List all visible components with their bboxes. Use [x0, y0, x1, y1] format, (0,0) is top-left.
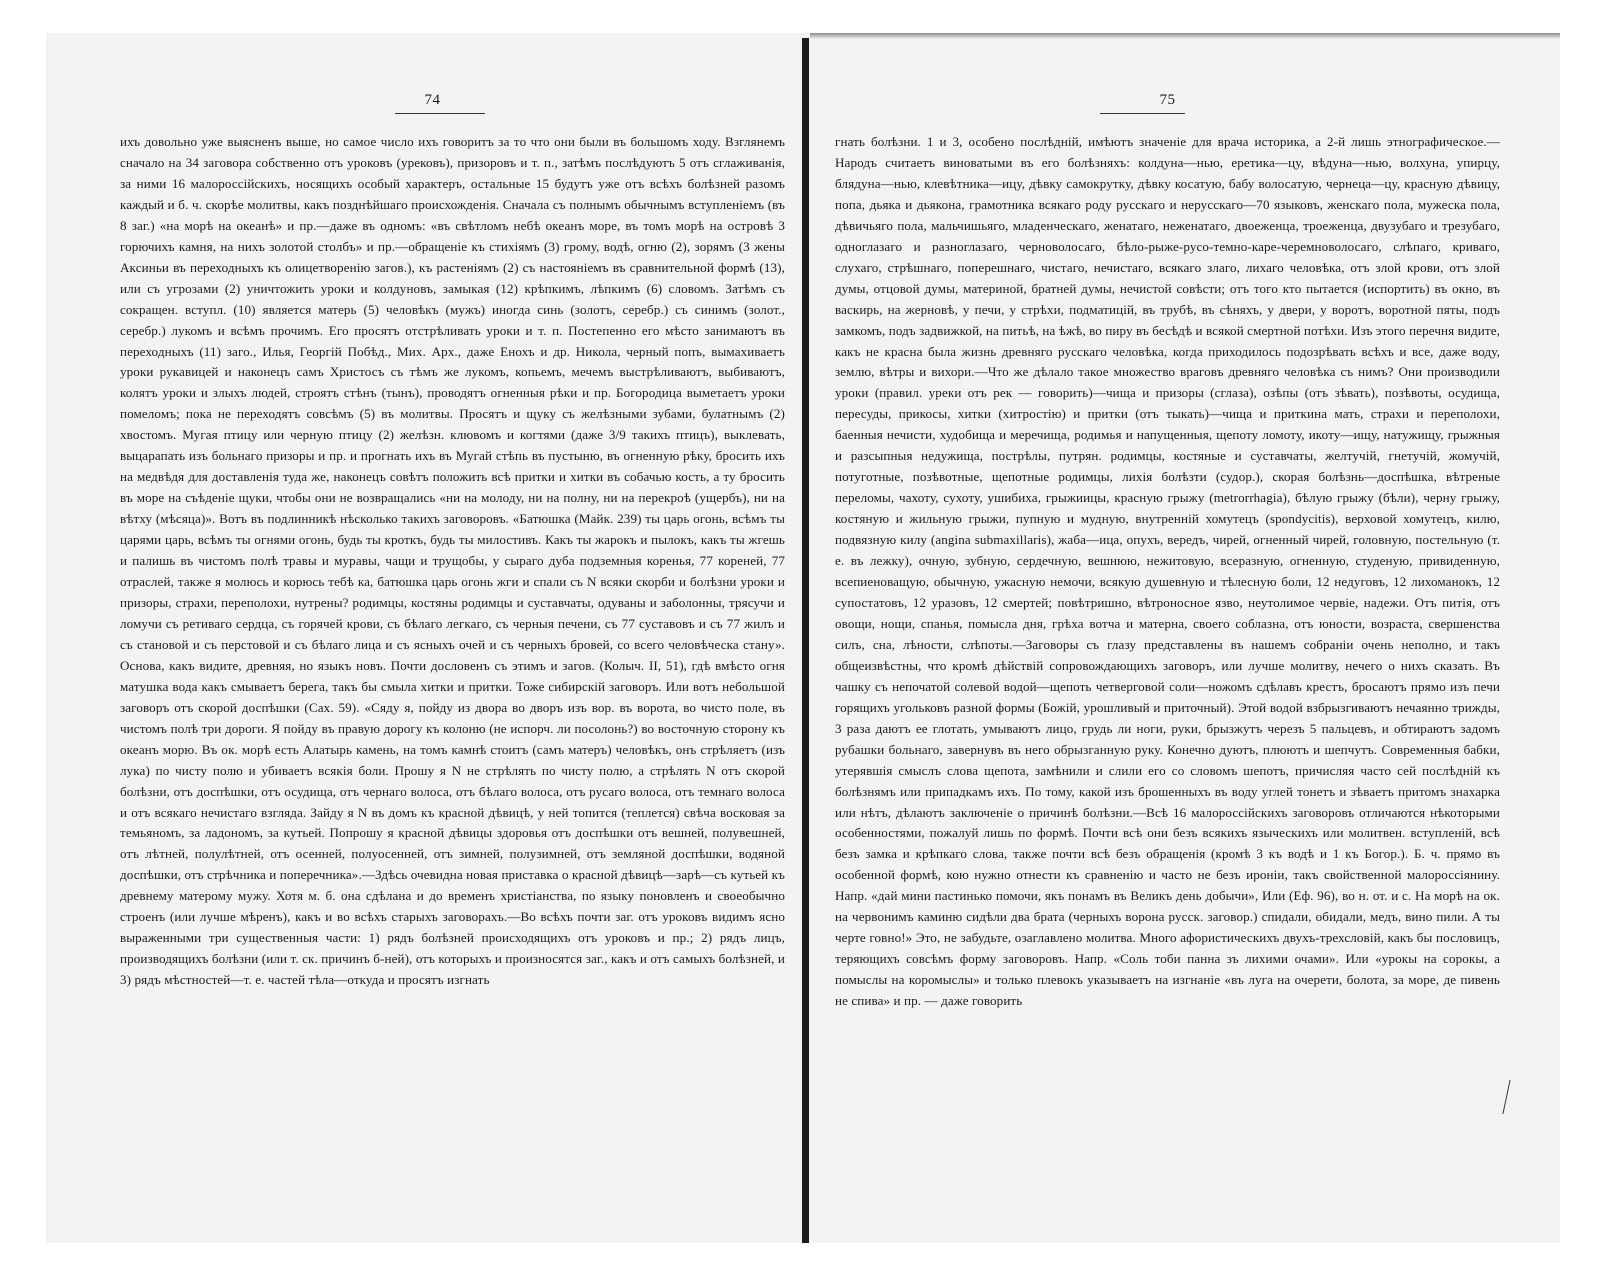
right-page-text: гнать болѣзни. 1 и 3, особено послѣдній, имѣютъ значеніе для врача историка, а 2-й лишь этнографическое.—Народъ считаетъ виноватыми въ его болѣзняхъ: колдуна—нью, еретика—цу, вѣдуна—нью, волхуна, упирцу, блядуна—нью, клевѣтника—ицу, дѣвку самокрутку, дѣвку косатую, бабу волосатую, чернеца—цу, красную дѣвицу, попа, дьяка и дьякона, грамотника всякаго роду русскаго и нерусскаго—70 языковъ, женскаго пола, мужеска пола, дѣвичьяго пола, мальчишьяго, младенческаго, женатаго, неженатаго, двоеженца, троеженца, двузубаго и трезубаго, одноглазаго и разноглазаго, черноволосаго, бѣло-рыже-русо-темно-каре-черемноволосаго, слѣпаго, криваго, слухаго, стрѣшнаго, поперешнаго, чистаго, нечистаго, всякаго злаго, лихаго человѣка, отъ злой крови, отъ злой думы, отцовой думы, материной, братней думы, нечистой совѣсти; отъ того кто пытается (испортить) въ окно, въ васкирь, на жерновѣ, у печи, у стрѣхи, подматицій, въ трубѣ, въ сѣняхъ, у двери, у воротъ, воротной пяты, подъ замкомъ, подъ задвижкой, на питьѣ, на ѣжѣ, во пиру въ бесѣдѣ и всякой смертной потѣхи. Изъ этого перечня видите, какъ не красна была жизнь древняго русскаго человѣка, когда приходилось подозрѣвать всѣхъ и все, даже воду, землю, вѣтры и вихори.—Что же дѣлало такое множество враговъ древняго человѣка съ нимъ? Они производили уроки (правил. уреки отъ рек — говорить)—чища и призоры (сглаза), озѣпы (отъ зѣвать), позѣвоты, осудища, пересуды, прикосы, хитки (хитростію) и притки (отъ тыкать)—чища и приткина мать, страхи и переполохи, баенныя нечисти, худобища и меречища, родимья и напущенныя, щепоту ломоту, икоту—ищу, натужищу, грыжныя и разсыпныя недужища, пострѣлы, путрян. родимцы, костяные и суставчаты, желтучій, гнетучій, жомучій, потуготные, позѣвотные, щепотные родимцы, лихія болѣзти (судор.), скорая болѣзнь—доспѣшка, вѣтреные переломы, чахоту, сухоту, ушибиха, грыжиицы, красную грыжу (metrorrhagia), бѣлую грыжу (бѣли), черну грыжу, костяную и жильную грыжи, пупную и мудную, внутренній хомутецъ (spondycitis), верховой хомутецъ, килю, подвязную килу (angina submaxillaris), жаба—ица, опухъ, вередъ, чирей, огненный чирей, головную, постельную (т. е. въ лежку), очную, зубную, сердечную, вешнюю, нежитовую, всеразную, огненную, студеную, привиденную, всепиеноващую, обычную, ужасную немочи, всякую душевную и тѣлесную боли, 12 недуговъ, 12 лихоманокъ, 12 супостатовъ, 12 уразовъ, 12 смертей; повѣтришно, вѣтроносное язво, неутолимое червіе, надежи. Отъ питія, отъ овощи, нощи, спанья, помысла дня, грѣха вотча и матерна, своего соблазна, отъ юности, возраста, свершенства силъ, сна, лѣности, слѣпоты.—Заговоры съ глазу представлены въ нашемъ собраніи очень неполно, и такъ общеизвѣстны, что кромѣ дѣйствій сопровождающихъ заговоръ, или лучше молитву, нечего о нихъ сказать. Въ чашку съ непочатой солевой водой—щепоть четверговой соли—ножомъ сдѣлавъ крестъ, бросаютъ прямо изъ печи горящихъ угольковъ разной формы (Божій, урошливый и приточный). Этой водой взбрызгиваютъ нечаянно трижды, 3 раза даютъ ее глотать, умываютъ лицо, грудь ли ноги, руки, брызжутъ черезъ 5 пальцевъ, и обтираютъ задомъ рубашки больнаго, завернувъ въ него обрызганную руку. Конечно дуютъ, плюютъ и шепчутъ. Современныя бабки, утерявшія смыслъ слова щепота, замѣнили и слили его со словомъ шепотъ, причисляя часто сей послѣдній къ болѣзнямъ или припадкамъ ихъ. По тому, какой изъ брошенныхъ въ воду углей тонетъ и зѣваетъ притомъ знахарка или нѣтъ, дѣлаютъ заключеніе о причинѣ болѣзни.—Всѣ 16 малороссійскихъ заговоровъ отличаются нѣкоторыми особенностями, пожалуй лишь по формѣ. Почти всѣ они безъ всякихъ языческихъ или молитвен. вступленій, всѣ безъ замка и крѣпкаго слова, также почти всѣ безъ обращенія (кромѣ 3 къ водѣ и 1 къ Богор.). Б. ч. прямо въ особенной формѣ, кою нужно отнести къ сравненію и часто не безъ ироніи, такъ свойственной малороссіянину. Напр. «дай мини пастинько помочи, якъ понамъ въ Великъ день добычи», Или (Еф. 96), во н. от. и с. На морѣ на ок. на червонимъ каминю сидѣли два брата (черныхъ ворона русск. заговор.) спидали, обидали, медъ, вино пили. А ты черте говно!» Это, не забудьте, озаглавлено молитва. Много афористическихъ двухъ-трехсловій, какъ бы пословицъ, теряющихъ совсѣмъ форму заговоровъ. Напр. «Соль тоби панна зъ лихими очами». Или «урокы на сорокы, а помыслы на коромыслы» и только плевокъ указываетъ на изгнаніе «въ луга на очерети, болота, за море, де пивень не спива» и пр. — даже говорить: [835, 134, 1500, 1009]
page-number-rule-left: [395, 113, 485, 114]
page-number-rule-right: [1100, 113, 1185, 114]
left-page-text: ихъ довольно уже выясненъ выше, но самое число ихъ говоритъ за то что они были въ большомъ ходу. Взглянемъ сначало на 34 заговора собственно отъ уроковъ (урековъ), призоровъ и т. п., затѣмъ послѣдуютъ 5 отъ сглаживанія, за ними 16 малороссійскихъ, носящихъ особый характеръ, остальные 15 будутъ уже отъ всѣхъ болѣзней разомъ каждый и б. ч. скорѣе молитвы, какъ позднѣйшаго происхожденія. Сначала съ полнымъ обычнымъ вступленіемъ (въ 8 заг.) «на морѣ на океанѣ» и пр.—даже въ одномъ: «въ свѣтломъ небѣ океанъ море, въ томъ морѣ на островѣ 3 горючихъ камня, на нихъ золотой столбъ» и пр.—обращеніе къ стихіямъ (3) грому, водѣ, огню (2), зорямъ (3 жены Аксиньи въ переходныхъ къ олицетворенію загов.), къ растеніямъ (2) съ настояніемъ въ сравнительной формѣ (13), или съ угрозами (2) уничтожить уроки и колдуновъ, замыкая (12) крѣпкимъ, лѣпкимъ (6) словомъ. Затѣмъ съ сокращен. вступл. (10) является матерь (5) человѣкъ (мужъ) иногда синь (золотъ, серебр.) съ синимъ (золот., серебр.) лукомъ и всѣмъ прочимъ. Его просятъ отстрѣливать уроки и т. п. Постепенно его мѣсто занимаютъ въ переходныхъ (11) заго., Илья, Георгій Побѣд., Мих. Арх., даже Енохъ и др. Никола, черный попъ, вымахиваетъ уроки рукавицей и наконецъ самъ Христосъ съ тѣмъ же лукомъ, копьемъ, мечемъ выстрѣливаютъ, выбиваютъ, колятъ уроки и злыхъ людей, строятъ стѣнъ (тынъ), проводятъ огненныя рѣки и пр. Богородица выметаетъ уроки помеломъ; пока не переходятъ совсѣмъ (5) въ молитвы. Просятъ и щуку съ желѣзными зубами, булатнымъ (2) хвостомъ. Мугая птицу или черную птицу (2) желѣзн. клювомъ и когтями (даже 3/9 такихъ птицъ), выклевать, выцарапать изъ больнаго призоры и пр. и прогнать ихъ въ Мугай стѣпь въ пустыню, въ огненную рѣку, бросить ихъ на медвѣдя для доставленія туда же, наконецъ совѣтъ положить всѣ притки и хитки въ собачью кость, а ту бросить въ море на съѣденіе щуки, чтобы они не возвращались «ни на молоду, ни на полну, ни на перекроѣ (ущербъ), ни на вѣтху (мѣсяца)». Вотъ въ подлинникѣ нѣсколько такихъ заговоровъ. «Батюшка (Майк. 239) ты царь огонь, всѣмъ ты царями царь, всѣмъ ты огнями огонь, будь ты кроткъ, будь ты милостивъ. Какъ ты жарокъ и пылокъ, какъ ты жгешь и палишь въ чистомъ полѣ травы и муравы, чащи и трущобы, у сыраго дуба подземныя коренья, 77 кореней, 77 отраслей, также я молюсь и корюсь тебѣ ка, батюшка царь огонь жги и спали съ N всяки скорби и болѣзни уроки и призоры, страхи, переполохи, нутрены? родимцы, костяны родимцы и суставчаты, одуваны и заболонны, трясучи и ломучи съ ретиваго сердца, съ горячей крови, съ бѣлаго легкаго, съ черныя печени, съ 77 суставовъ и съ 77 жилъ и съ становой и съ перстовой и съ бѣлаго лица и съ ясныхъ очей и съ черныхъ бровей, со всего человѣческа стану». Основа, какъ видите, древняя, но языкъ новъ. Почти дословенъ съ этимъ и загов. (Колыч. II, 51), гдѣ вмѣсто огня матушка вода какъ смываетъ берега, такъ бы смыла хитки и притки. Тоже сибирскій заговоръ. Или вотъ небольшой заговоръ отъ скорой доспѣшки (Сах. 59). «Сяду я, пойду из двора во дворъ изъ вор. въ ворота, во чисто поле, въ чистомъ полѣ три дороги. Я пойду въ правую дорогу къ колоню (не испорч. ли посолонь?) во восточную сторону къ океанъ морю. Въ ок. морѣ есть Алатырь камень, на томъ камнѣ стоитъ (самъ матеръ) человѣкъ, онъ стрѣляетъ (изъ лука) по чисту полю и убиваетъ всякія боли. Прошу я N не стрѣлять по чисту полю, а стрѣлять N отъ скорой болѣзни, отъ доспѣшки, отъ осудища, отъ чернаго волоса, отъ бѣлаго волоса, отъ русаго волоса, отъ темнаго волоса и отъ всякаго нечистаго взгляда. Зайду я N въ домъ къ красной дѣвицѣ, у ней топится (теплется) свѣча восковая за темьяномъ, за ладономъ, за кутьей. Попрошу я красной дѣвицы здоровья отъ доспѣшки отъ вешней, полувешней, отъ лѣтней, полулѣтней, отъ осенней, полуосенней, отъ зимней, полузимней, отъ земляной доспѣшки, водяной доспѣшки, отъ стрѣчника и поперечника».—Здѣсь очевидна новая приставка о красной дѣвицѣ—зарѣ—съ кутьей къ древнему матерому мужу. Хотя м. б. она сдѣлана и до временъ христіанства, по языку поновленъ и своеобычно строенъ (или лучше мѣренъ), какъ и во всѣхъ старыхъ заговорахъ.—Во всѣхъ почти заг. отъ уроковъ видимъ ясно выраженными три существенныя части: 1) рядъ болѣзней происходящихъ отъ уроковъ и пр.; 2) рядъ лицъ, производящихъ болѣзни (или т. ск. причинъ б-ней), отъ которыхъ и произносятся заг., какъ и отъ самыхъ болѣзней, и 3) рядъ мѣстностей—т. е. частей тѣла—откуда и просятъ изгнать: [120, 134, 785, 988]
page-number-right: 75: [1159, 92, 1176, 108]
top-shadow: [810, 33, 1560, 39]
book-gutter: [802, 38, 809, 1243]
page-number-left: 74: [424, 92, 441, 108]
